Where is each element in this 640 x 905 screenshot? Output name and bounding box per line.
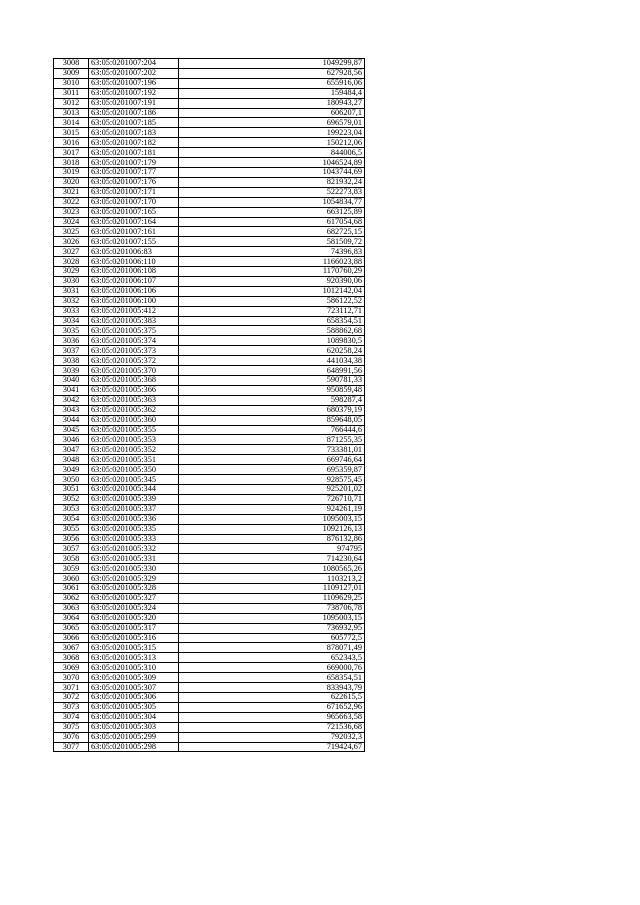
row-number-cell: 3071: [54, 683, 89, 693]
row-number-cell: 3066: [54, 633, 89, 643]
table-row: [54, 197, 365, 207]
cadastral-value-cell: 655916,06: [179, 78, 365, 88]
cadastral-value-cell: 1054834,77: [179, 197, 365, 207]
cadastral-number-cell: 63:05:0201006:108: [89, 267, 179, 277]
row-number-cell: 3041: [54, 385, 89, 395]
row-number-cell: 3009: [54, 68, 89, 78]
cadastral-value-cell: 821932,24: [179, 177, 365, 187]
table-row: [54, 435, 365, 445]
table-row: [54, 148, 365, 158]
row-number-cell: 3065: [54, 623, 89, 633]
cadastral-number-cell: 63:05:0201007:202: [89, 68, 179, 78]
cadastral-number-cell: 63:05:0201007:204: [89, 59, 179, 69]
row-number-cell: 3027: [54, 247, 89, 257]
row-number-cell: 3045: [54, 425, 89, 435]
cadastral-value-cell: 150212,06: [179, 138, 365, 148]
cadastral-value-cell: 1092126,13: [179, 524, 365, 534]
cadastral-number-cell: 63:05:0201005:336: [89, 514, 179, 524]
row-number-cell: 3020: [54, 177, 89, 187]
cadastral-value-cell: 598287,4: [179, 395, 365, 405]
cadastral-number-cell: 63:05:0201006:106: [89, 286, 179, 296]
row-number-cell: 3055: [54, 524, 89, 534]
cadastral-value-cell: 719424,67: [179, 742, 365, 752]
row-number-cell: 3034: [54, 316, 89, 326]
row-number-cell: 3060: [54, 574, 89, 584]
cadastral-value-cell: 950859,48: [179, 385, 365, 395]
cadastral-number-cell: 63:05:0201007:165: [89, 207, 179, 217]
row-number-cell: 3077: [54, 742, 89, 752]
cadastral-value-cell: 1049299,87: [179, 59, 365, 69]
table-row: [54, 336, 365, 346]
cadastral-number-cell: 63:05:0201005:307: [89, 683, 179, 693]
row-number-cell: 3075: [54, 722, 89, 732]
row-number-cell: 3038: [54, 356, 89, 366]
table-row: [54, 128, 365, 138]
table-row: [54, 118, 365, 128]
cadastral-number-cell: 63:05:0201005:333: [89, 534, 179, 544]
table-row: [54, 504, 365, 514]
table-row: [54, 395, 365, 405]
table-row: [54, 732, 365, 742]
table-row: [54, 584, 365, 594]
table-row: [54, 405, 365, 415]
row-number-cell: 3067: [54, 643, 89, 653]
cadastral-number-cell: 63:05:0201005:330: [89, 564, 179, 574]
cadastral-number-cell: 63:05:0201005:315: [89, 643, 179, 653]
cadastral-number-cell: 63:05:0201006:110: [89, 257, 179, 267]
table-row: [54, 286, 365, 296]
table-row: [54, 564, 365, 574]
cadastral-number-cell: 63:05:0201005:317: [89, 623, 179, 633]
table-row: [54, 276, 365, 286]
table-row: [54, 187, 365, 197]
row-number-cell: 3024: [54, 217, 89, 227]
row-number-cell: 3022: [54, 197, 89, 207]
cadastral-value-cell: 199223,04: [179, 128, 365, 138]
cadastral-value-cell: 605772,5: [179, 633, 365, 643]
row-number-cell: 3076: [54, 732, 89, 742]
cadastral-number-cell: 63:05:0201005:331: [89, 554, 179, 564]
row-number-cell: 3048: [54, 455, 89, 465]
table-row: [54, 158, 365, 168]
table-row: [54, 673, 365, 683]
cadastral-number-cell: 63:05:0201005:313: [89, 653, 179, 663]
cadastral-value-cell: 590781,33: [179, 376, 365, 386]
cadastral-number-cell: 63:05:0201007:183: [89, 128, 179, 138]
row-number-cell: 3030: [54, 276, 89, 286]
cadastral-number-cell: 63:05:0201005:412: [89, 306, 179, 316]
cadastral-value-cell: 844006,5: [179, 148, 365, 158]
cadastral-value-cell: 159484,4: [179, 88, 365, 98]
table-row: [54, 366, 365, 376]
table-row: [54, 167, 365, 177]
cadastral-number-cell: 63:05:0201005:303: [89, 722, 179, 732]
row-number-cell: 3035: [54, 326, 89, 336]
cadastral-number-cell: 63:05:0201007:186: [89, 108, 179, 118]
table-row: [54, 494, 365, 504]
cadastral-value-cell: 695359,87: [179, 465, 365, 475]
table-row: [54, 554, 365, 564]
cadastral-number-cell: 63:05:0201005:350: [89, 465, 179, 475]
row-number-cell: 3021: [54, 187, 89, 197]
cadastral-value-cell: 671652,96: [179, 702, 365, 712]
table-row: [54, 455, 365, 465]
table-row: [54, 138, 365, 148]
row-number-cell: 3054: [54, 514, 89, 524]
table-row: [54, 296, 365, 306]
cadastral-value-cell: 1012142,04: [179, 286, 365, 296]
cadastral-value-cell: 1109629,25: [179, 593, 365, 603]
cadastral-value-cell: 696579,01: [179, 118, 365, 128]
cadastral-value-cell: 522273,83: [179, 187, 365, 197]
cadastral-number-cell: 63:05:0201005:363: [89, 395, 179, 405]
cadastral-value-cell: 620258,24: [179, 346, 365, 356]
cadastral-value-cell: 652343,5: [179, 653, 365, 663]
cadastral-value-cell: 924261,19: [179, 504, 365, 514]
table-row: [54, 593, 365, 603]
table-row: [54, 267, 365, 277]
cadastral-value-cell: 721536,68: [179, 722, 365, 732]
row-number-cell: 3068: [54, 653, 89, 663]
cadastral-value-cell: 1095003,15: [179, 514, 365, 524]
cadastral-value-cell: 878071,49: [179, 643, 365, 653]
cadastral-number-cell: 63:05:0201005:305: [89, 702, 179, 712]
row-number-cell: 3074: [54, 712, 89, 722]
row-number-cell: 3025: [54, 227, 89, 237]
cadastral-number-cell: 63:05:0201006:100: [89, 296, 179, 306]
table-row: [54, 693, 365, 703]
table-row: [54, 385, 365, 395]
cadastral-value-cell: 682725,15: [179, 227, 365, 237]
row-number-cell: 3040: [54, 376, 89, 386]
table-row: [54, 237, 365, 247]
row-number-cell: 3047: [54, 445, 89, 455]
table-row: [54, 603, 365, 613]
cadastral-number-cell: 63:05:0201005:309: [89, 673, 179, 683]
cadastral-value-cell: 738706,78: [179, 603, 365, 613]
cadastral-value-cell: 680379,19: [179, 405, 365, 415]
table-row: [54, 247, 365, 257]
row-number-cell: 3028: [54, 257, 89, 267]
table-row: [54, 306, 365, 316]
cadastral-value-cell: 928575,45: [179, 475, 365, 485]
row-number-cell: 3046: [54, 435, 89, 445]
table-row: [54, 445, 365, 455]
cadastral-number-cell: 63:05:0201007:170: [89, 197, 179, 207]
cadastral-value-cell: 588862,68: [179, 326, 365, 336]
table-row: [54, 623, 365, 633]
cadastral-number-cell: 63:05:0201005:355: [89, 425, 179, 435]
cadastral-number-cell: 63:05:0201005:368: [89, 376, 179, 386]
row-number-cell: 3033: [54, 306, 89, 316]
row-number-cell: 3051: [54, 484, 89, 494]
cadastral-value-cell: 441034,38: [179, 356, 365, 366]
cadastral-value-cell: 920390,06: [179, 276, 365, 286]
cadastral-number-cell: 63:05:0201005:339: [89, 494, 179, 504]
row-number-cell: 3036: [54, 336, 89, 346]
cadastral-value-cell: 180943,27: [179, 98, 365, 108]
row-number-cell: 3010: [54, 78, 89, 88]
cadastral-number-cell: 63:05:0201005:306: [89, 693, 179, 703]
cadastral-number-cell: 63:05:0201005:360: [89, 415, 179, 425]
table-row: [54, 68, 365, 78]
cadastral-value-cell: 1166023,88: [179, 257, 365, 267]
row-number-cell: 3032: [54, 296, 89, 306]
table-row: [54, 722, 365, 732]
row-number-cell: 3057: [54, 544, 89, 554]
table-row: [54, 712, 365, 722]
cadastral-number-cell: 63:05:0201005:375: [89, 326, 179, 336]
cadastral-number-cell: 63:05:0201007:196: [89, 78, 179, 88]
cadastral-number-cell: 63:05:0201006:107: [89, 276, 179, 286]
row-number-cell: 3052: [54, 494, 89, 504]
row-number-cell: 3026: [54, 237, 89, 247]
cadastral-value-cell: 648991,56: [179, 366, 365, 376]
cadastral-number-cell: 63:05:0201007:181: [89, 148, 179, 158]
table-row: [54, 643, 365, 653]
table-row: [54, 207, 365, 217]
cadastral-number-cell: 63:05:0201007:191: [89, 98, 179, 108]
table-row: [54, 376, 365, 386]
table-row: [54, 534, 365, 544]
table-row: [54, 633, 365, 643]
cadastral-value-cell: 669000,76: [179, 663, 365, 673]
table-row: [54, 415, 365, 425]
cadastral-number-cell: 63:05:0201006:83: [89, 247, 179, 257]
cadastral-value-cell: 1103213,2: [179, 574, 365, 584]
cadastral-value-cell: 766444,6: [179, 425, 365, 435]
cadastral-value-table: [53, 58, 365, 752]
row-number-cell: 3014: [54, 118, 89, 128]
cadastral-number-cell: 63:05:0201007:182: [89, 138, 179, 148]
cadastral-number-cell: 63:05:0201005:370: [89, 366, 179, 376]
row-number-cell: 3017: [54, 148, 89, 158]
cadastral-number-cell: 63:05:0201005:383: [89, 316, 179, 326]
cadastral-value-cell: 733381,01: [179, 445, 365, 455]
table-row: [54, 742, 365, 752]
table-row: [54, 257, 365, 267]
cadastral-value-cell: 669746,64: [179, 455, 365, 465]
cadastral-value-cell: 833943,79: [179, 683, 365, 693]
table-row: [54, 663, 365, 673]
table-body: [54, 59, 365, 752]
cadastral-number-cell: 63:05:0201005:329: [89, 574, 179, 584]
cadastral-number-cell: 63:05:0201007:177: [89, 167, 179, 177]
row-number-cell: 3031: [54, 286, 89, 296]
cadastral-value-cell: 974795: [179, 544, 365, 554]
cadastral-value-cell: 1170760,29: [179, 267, 365, 277]
cadastral-value-cell: 627928,56: [179, 68, 365, 78]
row-number-cell: 3042: [54, 395, 89, 405]
cadastral-value-cell: 714230,64: [179, 554, 365, 564]
row-number-cell: 3049: [54, 465, 89, 475]
row-number-cell: 3018: [54, 158, 89, 168]
table-row: [54, 484, 365, 494]
cadastral-number-cell: 63:05:0201005:310: [89, 663, 179, 673]
cadastral-number-cell: 63:05:0201005:335: [89, 524, 179, 534]
table-row: [54, 88, 365, 98]
row-number-cell: 3015: [54, 128, 89, 138]
cadastral-number-cell: 63:05:0201007:161: [89, 227, 179, 237]
table-row: [54, 316, 365, 326]
row-number-cell: 3016: [54, 138, 89, 148]
cadastral-number-cell: 63:05:0201005:362: [89, 405, 179, 415]
cadastral-number-cell: 63:05:0201005:351: [89, 455, 179, 465]
table-row: [54, 78, 365, 88]
cadastral-number-cell: 63:05:0201005:324: [89, 603, 179, 613]
cadastral-value-cell: 586122,52: [179, 296, 365, 306]
cadastral-number-cell: 63:05:0201005:372: [89, 356, 179, 366]
cadastral-value-cell: 859648,05: [179, 415, 365, 425]
cadastral-value-cell: 658354,51: [179, 316, 365, 326]
row-number-cell: 3058: [54, 554, 89, 564]
cadastral-value-cell: 1109127,01: [179, 584, 365, 594]
row-number-cell: 3072: [54, 693, 89, 703]
cadastral-number-cell: 63:05:0201007:185: [89, 118, 179, 128]
cadastral-value-cell: 965663,58: [179, 712, 365, 722]
cadastral-number-cell: 63:05:0201007:176: [89, 177, 179, 187]
cadastral-number-cell: 63:05:0201005:332: [89, 544, 179, 554]
table-row: [54, 217, 365, 227]
row-number-cell: 3044: [54, 415, 89, 425]
cadastral-number-cell: 63:05:0201005:316: [89, 633, 179, 643]
cadastral-number-cell: 63:05:0201007:164: [89, 217, 179, 227]
cadastral-number-cell: 63:05:0201005:344: [89, 484, 179, 494]
row-number-cell: 3073: [54, 702, 89, 712]
row-number-cell: 3043: [54, 405, 89, 415]
row-number-cell: 3011: [54, 88, 89, 98]
table-row: [54, 653, 365, 663]
cadastral-value-cell: 876132,86: [179, 534, 365, 544]
cadastral-number-cell: 63:05:0201005:352: [89, 445, 179, 455]
table-row: [54, 177, 365, 187]
cadastral-number-cell: 63:05:0201005:320: [89, 613, 179, 623]
table-row: [54, 425, 365, 435]
cadastral-number-cell: 63:05:0201005:353: [89, 435, 179, 445]
table-row: [54, 702, 365, 712]
cadastral-number-cell: 63:05:0201005:298: [89, 742, 179, 752]
cadastral-number-cell: 63:05:0201005:337: [89, 504, 179, 514]
table-row: [54, 108, 365, 118]
cadastral-value-cell: 1089830,5: [179, 336, 365, 346]
cadastral-number-cell: 63:05:0201005:374: [89, 336, 179, 346]
cadastral-value-cell: 723112,71: [179, 306, 365, 316]
row-number-cell: 3053: [54, 504, 89, 514]
table-row: [54, 465, 365, 475]
row-number-cell: 3008: [54, 59, 89, 69]
cadastral-number-cell: 63:05:0201007:171: [89, 187, 179, 197]
row-number-cell: 3019: [54, 167, 89, 177]
table-row: [54, 475, 365, 485]
row-number-cell: 3059: [54, 564, 89, 574]
cadastral-value-cell: 658354,51: [179, 673, 365, 683]
table-row: [54, 227, 365, 237]
row-number-cell: 3012: [54, 98, 89, 108]
table-row: [54, 356, 365, 366]
row-number-cell: 3013: [54, 108, 89, 118]
cadastral-number-cell: 63:05:0201005:328: [89, 584, 179, 594]
row-number-cell: 3064: [54, 613, 89, 623]
cadastral-value-cell: 74396,83: [179, 247, 365, 257]
row-number-cell: 3063: [54, 603, 89, 613]
cadastral-value-cell: 1043744,69: [179, 167, 365, 177]
cadastral-value-cell: 736932,95: [179, 623, 365, 633]
table-row: [54, 326, 365, 336]
cadastral-number-cell: 63:05:0201007:155: [89, 237, 179, 247]
cadastral-number-cell: 63:05:0201005:373: [89, 346, 179, 356]
table-row: [54, 59, 365, 69]
cadastral-number-cell: 63:05:0201005:366: [89, 385, 179, 395]
cadastral-value-cell: 792032,3: [179, 732, 365, 742]
cadastral-number-cell: 63:05:0201005:304: [89, 712, 179, 722]
row-number-cell: 3023: [54, 207, 89, 217]
row-number-cell: 3029: [54, 267, 89, 277]
row-number-cell: 3070: [54, 673, 89, 683]
cadastral-number-cell: 63:05:0201007:179: [89, 158, 179, 168]
table-row: [54, 514, 365, 524]
row-number-cell: 3056: [54, 534, 89, 544]
cadastral-value-cell: 606207,1: [179, 108, 365, 118]
table-row: [54, 683, 365, 693]
cadastral-value-cell: 1095003,15: [179, 613, 365, 623]
cadastral-value-cell: 925201,02: [179, 484, 365, 494]
cadastral-number-cell: 63:05:0201005:327: [89, 593, 179, 603]
table-row: [54, 346, 365, 356]
row-number-cell: 3069: [54, 663, 89, 673]
cadastral-value-cell: 871255,35: [179, 435, 365, 445]
row-number-cell: 3062: [54, 593, 89, 603]
cadastral-number-cell: 63:05:0201005:345: [89, 475, 179, 485]
cadastral-value-cell: 1046524,89: [179, 158, 365, 168]
row-number-cell: 3037: [54, 346, 89, 356]
cadastral-value-cell: 617054,68: [179, 217, 365, 227]
table-row: [54, 524, 365, 534]
cadastral-value-cell: 663125,89: [179, 207, 365, 217]
cadastral-number-cell: 63:05:0201005:299: [89, 732, 179, 742]
table-row: [54, 613, 365, 623]
table-row: [54, 574, 365, 584]
cadastral-number-cell: 63:05:0201007:192: [89, 88, 179, 98]
row-number-cell: 3039: [54, 366, 89, 376]
cadastral-value-cell: 1080565,26: [179, 564, 365, 574]
cadastral-value-cell: 622615,5: [179, 693, 365, 703]
table-row: [54, 98, 365, 108]
cadastral-value-cell: 581509,72: [179, 237, 365, 247]
cadastral-value-cell: 726710,71: [179, 494, 365, 504]
row-number-cell: 3050: [54, 475, 89, 485]
table-row: [54, 544, 365, 554]
row-number-cell: 3061: [54, 584, 89, 594]
